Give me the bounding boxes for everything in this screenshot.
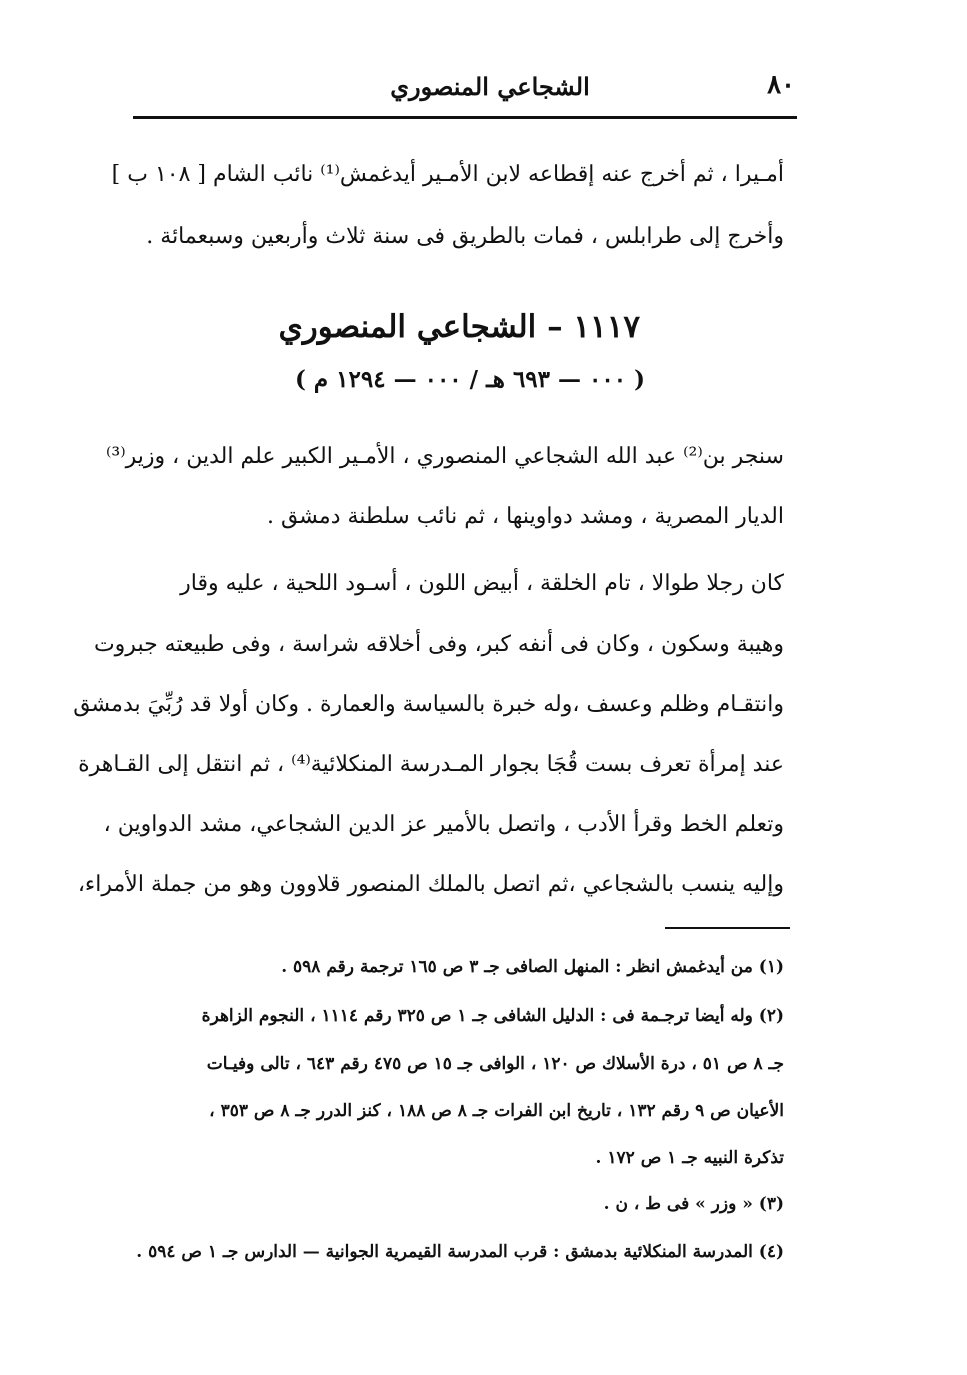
footnote-3: (٣) « وزر » فى ط ، ن . <box>603 1194 784 1214</box>
footnote-2-line-4: تذكرة النبيه جـ ١ ص ١٧٢ . <box>595 1148 784 1168</box>
paragraph-2-line-4: عند إمرأة تعرف بست قُجَا بجوار المـدرسة المنكلائية⁽⁴⁾ ، ثم انتقل إلى القـاهرة <box>78 752 784 777</box>
page-number: ٨٠ <box>767 70 795 100</box>
footnote-2-line-1: (٢) وله أيضا ترجـمة فى : الدليل الشافى جـ ١ ص ٣٢٥ رقم ١١١٤ ، النجوم الزاهرة <box>201 1006 784 1026</box>
paragraph-2-line-3: وانتقـام وظلم وعسف ،وله خبرة بالسياسة والعمارة . وكان أولا قد رُبِّيَ بدمشق <box>73 692 784 717</box>
footnote-4: (٤) المدرسة المنكلائية بدمشق : قرب المدرسة القيمرية الجوانية — الدارس جـ ١ ص ٥٩٤ . <box>136 1242 784 1262</box>
entry-title: ١١١٧ – الشجاعي المنصوري <box>278 309 640 345</box>
footnote-2-line-3: الأعيان ص ٩ رقم ١٣٢ ، تاريخ ابن الفرات جـ ٨ ص ١٨٨ ، كنز الدرر جـ ٨ ص ٣٥٣ ، <box>209 1101 784 1121</box>
footnote-rule <box>665 927 790 929</box>
paragraph-2-line-1: كان رجلا طوالا ، تام الخلقة ، أبيض اللون ، أسـود اللحية ، عليه وقار <box>180 571 784 596</box>
paragraph-2-line-2: وهيبة وسكون ، وكان فى أنفه كبر، وفى أخلاقه شراسة ، وفى طبيعته جبروت <box>93 632 784 657</box>
running-title: الشجاعي المنصوري <box>390 72 590 101</box>
footnote-2-line-2: جـ ٨ ص ٥١ ، درة الأسلاك ص ١٢٠ ، الوافى جـ ١٥ ص ٤٧٥ رقم ٦٤٣ ، تالى وفيـات <box>206 1054 784 1074</box>
header-rule <box>133 116 797 119</box>
entry-dates: ( ٠٠٠ — ٦٩٣ هـ / ٠٠٠ — ١٢٩٤ م ) <box>295 366 645 393</box>
paragraph-2-line-6: وإليه ينسب بالشجاعي ،ثم اتصل بالملك المنصور قلاوون وهو من جملة الأمراء، <box>77 872 784 897</box>
preamble-line-1: أمـيرا ، ثم أخرج عنه إقطاعه لابن الأمـير أيدغمش⁽¹⁾ نائب الشام [ ١٠٨ ب ] <box>111 162 784 187</box>
preamble-line-2: وأخرج إلى طرابلس ، فمات بالطريق فى سنة ثلاث وأربعين وسبعمائة . <box>146 224 784 249</box>
footnote-1: (١) من أيدغمش انظر : المنهل الصافى جـ ٣ ص ١٦٥ ترجمة رقم ٥٩٨ . <box>281 957 784 977</box>
paragraph-1-line-2: الديار المصرية ، ومشد دواوينها ، ثم نائب سلطنة دمشق . <box>266 504 784 529</box>
page-header <box>135 68 795 108</box>
paragraph-1-line-1: سنجر بن⁽²⁾ عبد الله الشجاعي المنصوري ، الأمـير الكبير علم الدين ، وزير⁽³⁾ <box>105 444 784 469</box>
paragraph-2-line-5: وتعلم الخط وقرأ الأدب ، واتصل بالأمير عز الدين الشجاعي، مشد الدواوين ، <box>103 812 784 837</box>
